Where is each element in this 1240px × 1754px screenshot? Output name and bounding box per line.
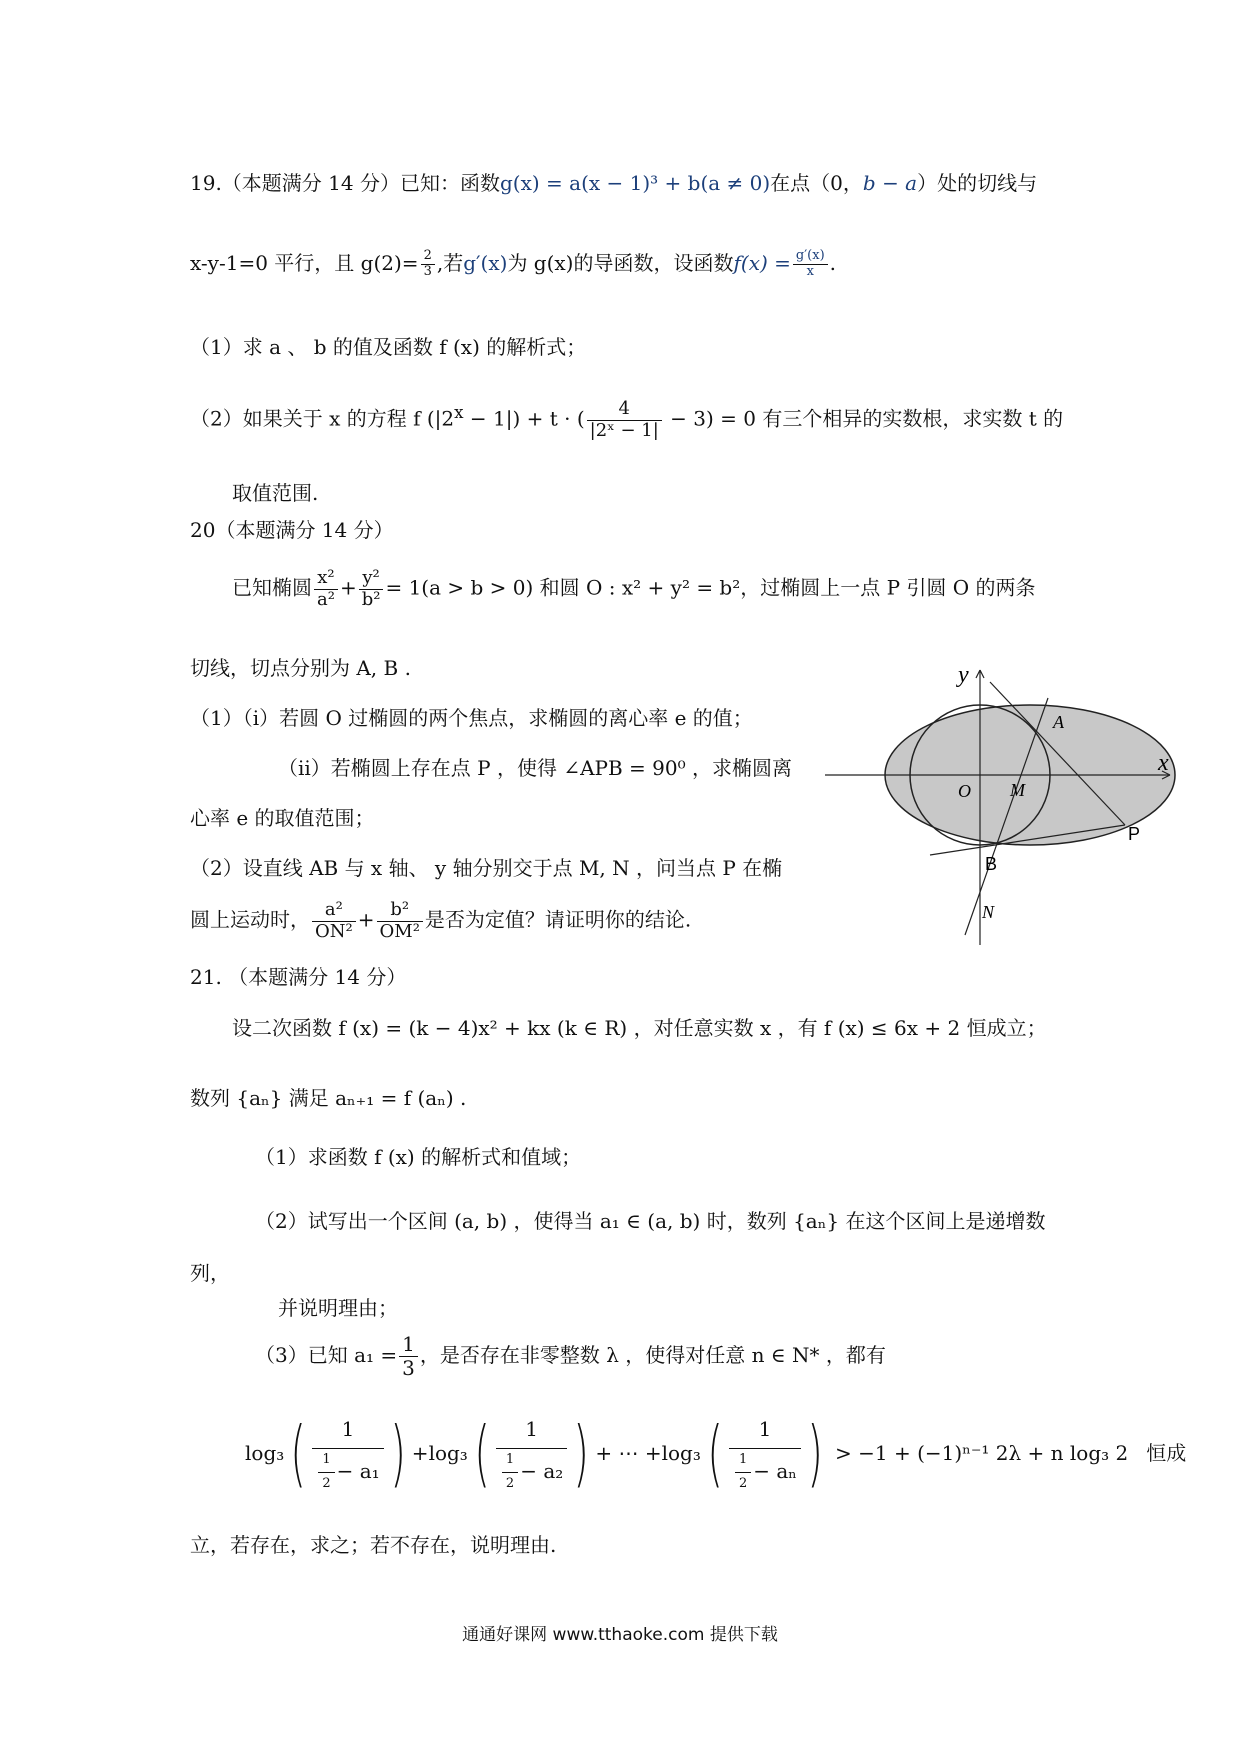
q19-exponent: x bbox=[454, 403, 464, 422]
q20-frac-b: $\frac{\text{b²}}{\text{OM²}}$ bbox=[377, 900, 423, 942]
q19-part2-end: − 3) = 0 有三个相异的实数根，求实数 t 的 bbox=[663, 406, 1064, 431]
q19-tangent-text: ）处的切线与 bbox=[917, 171, 1038, 195]
q19-part2-equation-start: （2）如果关于 x 的方程 f (|2 bbox=[190, 406, 455, 431]
label-o: O bbox=[958, 781, 971, 801]
log-term-1 bbox=[245, 1411, 412, 1495]
q20-plus-2: + bbox=[357, 907, 375, 932]
q19-fraction-two-thirds: $\frac{2}{3}$ bbox=[421, 249, 435, 280]
left-paren-2: ( bbox=[474, 1411, 490, 1495]
q19-period: . bbox=[829, 251, 836, 275]
q21-header: 21. （本题满分 14 分） bbox=[190, 965, 407, 989]
q20-frac-a: $\frac{\text{a²}}{\text{ON²}}$ bbox=[312, 900, 356, 942]
log-label-2: log₃ bbox=[428, 1441, 468, 1465]
inequality-rhs: > −1 + (−1)ⁿ⁻¹ 2λ + n log₃ 2 bbox=[835, 1441, 1129, 1465]
label-y: y bbox=[958, 662, 969, 688]
label-b: B bbox=[985, 854, 998, 874]
label-n: N bbox=[982, 902, 995, 922]
inner-fraction-n: 1 $\frac{1}{2}$ − aₙ bbox=[729, 1414, 801, 1492]
q21-part3-start: （3）已知 a₁ = bbox=[255, 1343, 398, 1367]
q19-point-value: b − a bbox=[862, 171, 918, 195]
q21-part2: （2）试写出一个区间 (a, b) ，使得当 a₁ ∈ (a, b) 时，数列 {aₙ} 在这个区间上是递增数 bbox=[255, 1209, 1046, 1233]
q19-part1: （1）求 a 、 b 的值及函数 f (x) 的解析式； bbox=[190, 335, 587, 359]
q21-part3-question: ，是否存在非零整数 λ ，使得对任意 n ∈ N* ，都有 bbox=[419, 1343, 886, 1367]
q20-line2: 切线，切点分别为 A, B . bbox=[190, 656, 411, 680]
right-paren-2: ) bbox=[573, 1411, 590, 1495]
q21-line1: 设二次函数 f (x) = (k − 4)x² + kx (k ∈ R) ，对任意实数 x ，有 f (x) ≤ 6x + 2 恒成立； bbox=[232, 1016, 1047, 1040]
ellipse-circle-diagram bbox=[820, 660, 1180, 950]
q19-part2 bbox=[190, 398, 1063, 441]
label-a: A bbox=[1053, 712, 1064, 732]
label-m: M bbox=[1010, 780, 1025, 800]
q19-intro-text: 19.（本题满分 14 分）已知：函数 bbox=[190, 171, 500, 195]
q19-line2 bbox=[190, 248, 836, 280]
q19-part2-tail: 取值范围. bbox=[232, 481, 319, 505]
dots: + ⋯ + bbox=[595, 1441, 662, 1465]
log-term-2 bbox=[428, 1411, 596, 1495]
q20-frac-x: $\frac{\text{x²}}{\text{a²}}$ bbox=[314, 568, 338, 610]
log-term-n bbox=[661, 1411, 829, 1495]
q21-part3 bbox=[255, 1333, 886, 1380]
q19-part2-fraction: $\frac{4}{\text{|2ˣ − 1|}}$ bbox=[587, 399, 662, 441]
label-p: P bbox=[1128, 824, 1141, 844]
q20-part2-question: 是否为定值？请证明你的结论. bbox=[424, 907, 692, 932]
q20-line1 bbox=[232, 568, 1036, 610]
right-paren-n: ) bbox=[807, 1411, 823, 1495]
q21-tail: 立，若存在，求之；若不存在，说明理由. bbox=[190, 1533, 557, 1557]
q21-frac-one-third: $\frac{1}{3}$ bbox=[399, 1333, 418, 1380]
q19-line1 bbox=[190, 168, 1037, 198]
q20-frac-y: $\frac{\text{y²}}{\text{b²}}$ bbox=[359, 568, 384, 610]
q21-inequality bbox=[245, 1398, 1186, 1508]
q20-part1-i: （1）（ⅰ）若圆 O 过椭圆的两个焦点，求椭圆的离心率 e 的值； bbox=[190, 706, 753, 730]
inner-fraction-2: 1 $\frac{1}{2}$ − a₂ bbox=[496, 1414, 567, 1492]
q19-part2-mid: − 1|) + t · ( bbox=[463, 406, 585, 431]
q19-comma: ,若 bbox=[436, 251, 464, 275]
q20-part1-ii: （ⅱ）若椭圆上存在点 P ，使得 ∠APB = 90⁰ ，求椭圆离 bbox=[278, 756, 792, 780]
q20-part2-tail-start: 圆上运动时， bbox=[190, 907, 310, 932]
q19-f-def: f(x) = bbox=[733, 251, 791, 275]
q20-part2-tail bbox=[190, 900, 691, 942]
q20-ellipse-text: = 1(a > b > 0) 和圆 O : x² + y² = b²，过椭圆上一点 P 引圆 O 的两条 bbox=[385, 575, 1036, 600]
q21-part1: （1）求函数 f (x) 的解析式和值域； bbox=[255, 1145, 582, 1169]
q20-part1-ii-tail: 心率 e 的取值范围； bbox=[190, 806, 375, 830]
left-paren-n: ( bbox=[707, 1411, 723, 1495]
footer: 通通好课网 www.tthaoke.com 提供下载 bbox=[462, 1625, 778, 1645]
right-paren-1: ) bbox=[390, 1411, 406, 1495]
q20-plus: + bbox=[339, 575, 357, 600]
q19-function: g(x) = a(x − 1)³ + b(a ≠ 0) bbox=[499, 171, 771, 195]
log-label-1: log₃ bbox=[245, 1441, 285, 1465]
q20-header: 20（本题满分 14 分） bbox=[190, 518, 394, 542]
q19-derivative: g′(x) bbox=[463, 251, 508, 275]
q19-parallel-text: x-y-1=0 平行，且 g(2)= bbox=[190, 251, 419, 275]
q21-part2-c: 并说明理由； bbox=[278, 1296, 398, 1320]
label-x: x bbox=[1158, 750, 1169, 776]
log-label-n: log₃ bbox=[661, 1441, 701, 1465]
left-paren-1: ( bbox=[290, 1411, 307, 1495]
q21-line2: 数列 {aₙ} 满足 aₙ₊₁ = f (aₙ) . bbox=[190, 1086, 467, 1110]
plus-sign: + bbox=[411, 1441, 429, 1465]
q19-f-fraction: $\frac{g'(x)}{x}$ bbox=[793, 249, 828, 280]
q19-derivative-text: 为 g(x)的导函数，设函数 bbox=[507, 251, 734, 275]
q20-part2: （2）设直线 AB 与 x 轴、 y 轴分别交于点 M, N ，问当点 P 在椭 bbox=[190, 856, 783, 880]
q20-intro: 已知椭圆 bbox=[232, 575, 312, 600]
q19-point-text: 在点（0， bbox=[770, 171, 863, 195]
q21-part2-b: 列， bbox=[190, 1261, 230, 1285]
inequality-end: 恒成 bbox=[1146, 1441, 1187, 1465]
inner-fraction-1: 1 $\frac{1}{2}$ − a₁ bbox=[312, 1414, 383, 1492]
